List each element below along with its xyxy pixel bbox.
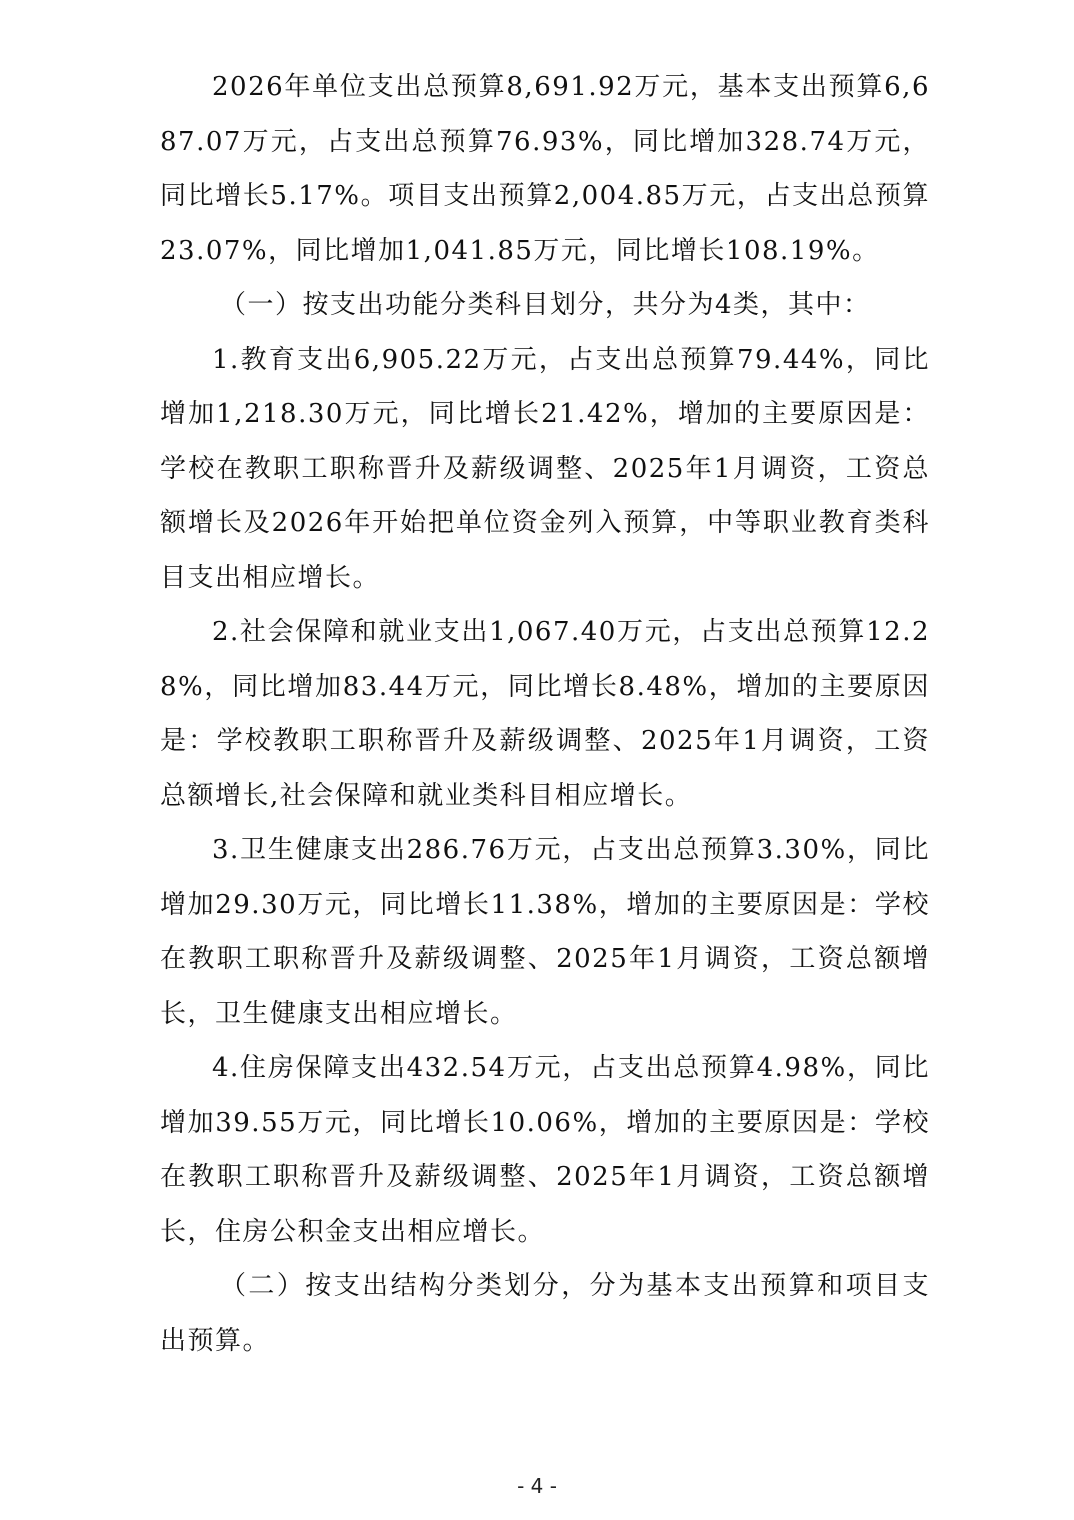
paragraph-total-budget: 2026年单位支出总预算8,691.92万元，基本支出预算6,687.07万元，占支出总预算76.93%，同比增加328.74万元，同比增长5.17%。项目支出预算2,004.85万元，占支出总预算23.07%，同比增加1,041.85万元，同比增长108.19%。 — [160, 72, 930, 266]
paragraph-section-one-heading: （一）按支出功能分类科目划分，共分为4类，其中： — [220, 290, 871, 320]
page-number: - 4 - — [517, 1474, 557, 1498]
document-body — [160, 60, 930, 1368]
paragraph-housing-expenditure: 4.住房保障支出432.54万元，占支出总预算4.98%，同比增加39.55万元，同比增长10.06%，增加的主要原因是：学校在教职工职称晋升及薪级调整、2025年1月调资，工资总额增长，住房公积金支出相应增长。 — [160, 1053, 930, 1247]
paragraph-health-expenditure: 3.卫生健康支出286.76万元，占支出总预算3.30%，同比增加29.30万元，同比增长11.38%，增加的主要原因是：学校在教职工职称晋升及薪级调整、2025年1月调资，工资总额增长，卫生健康支出相应增长。 — [160, 835, 930, 1029]
paragraph-education-expenditure: 1.教育支出6,905.22万元，占支出总预算79.44%，同比增加1,218.30万元，同比增长21.42%，增加的主要原因是：学校在教职工职称晋升及薪级调整、2025年1月调资，工资总额增长及2026年开始把单位资金列入预算，中等职业教育类科目支出相应增长。 — [160, 344, 930, 593]
paragraph-section-two-heading: （二）按支出结构分类划分，分为基本支出预算和项目支出预算。 — [160, 1271, 930, 1356]
paragraph-social-security-expenditure: 2.社会保障和就业支出1,067.40万元，占支出总预算12.28%，同比增加83.44万元，同比增长8.48%，增加的主要原因是：学校教职工职称晋升及薪级调整、2025年1月调资，工资总额增长,社会保障和就业类科目相应增长。 — [160, 617, 930, 811]
